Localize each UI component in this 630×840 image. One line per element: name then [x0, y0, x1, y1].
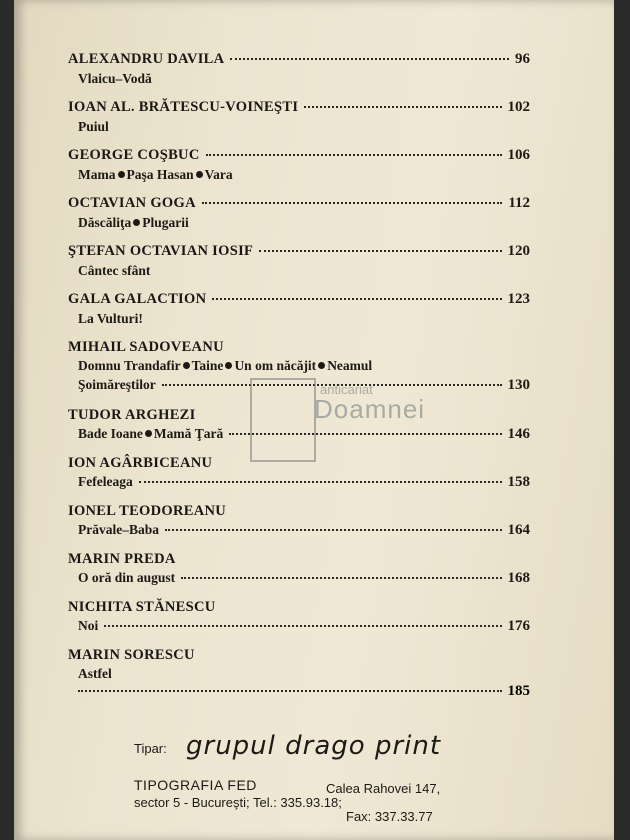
- author-name: MIHAIL SADOVEANU: [68, 339, 224, 355]
- dot-leader: [104, 625, 501, 627]
- toc-entry: [68, 242, 530, 290]
- work-title: Prăvale–Baba: [78, 522, 159, 537]
- watermark-text-small: anticariat: [320, 382, 373, 397]
- author-name: IOAN AL. BRĂTESCU-VOINEŞTI: [68, 99, 299, 115]
- bullet-icon: [118, 171, 125, 178]
- toc-entry: [68, 550, 530, 598]
- work-title-continuation: Şoimăreştilor: [78, 377, 156, 392]
- author-name: NICHITA STĂNESCU: [68, 599, 216, 615]
- author-name: MARIN PREDA: [68, 551, 176, 567]
- dot-leader: [259, 250, 501, 252]
- page-number: 96: [515, 51, 530, 67]
- work-title: Puiul: [78, 119, 109, 134]
- printer-logo: grupul drago print: [186, 731, 442, 761]
- work-title: Vara: [204, 167, 233, 182]
- work-title: Plugarii: [142, 215, 189, 230]
- toc-entry: [68, 146, 530, 194]
- author-name: ALEXANDRU DAVILA: [68, 51, 225, 67]
- author-name: MARIN SORESCU: [68, 647, 195, 663]
- toc-entry: [68, 290, 530, 338]
- dot-leader: [202, 202, 502, 204]
- page-number: 102: [507, 99, 530, 115]
- bullet-icon: [225, 362, 232, 369]
- dot-leader: [181, 577, 501, 579]
- author-name: ŞTEFAN OCTAVIAN IOSIF: [68, 243, 254, 259]
- work-title: Mamă Ţară: [153, 426, 224, 441]
- printer-address: sector 5 - Bucureşti; Tel.: 335.93.18;: [134, 795, 342, 810]
- bullet-icon: [133, 219, 140, 226]
- author-name: GALA GALACTION: [68, 291, 207, 307]
- watermark-book-icon: [250, 378, 316, 462]
- dot-leader: [78, 690, 502, 692]
- work-title: Mama: [78, 167, 116, 182]
- work-title: Noi: [78, 618, 99, 633]
- work-title: O oră din august: [78, 570, 176, 585]
- page-number: 130: [507, 377, 530, 393]
- printer-street: Calea Rahovei 147,: [326, 781, 441, 796]
- author-name: TUDOR ARGHEZI: [68, 407, 196, 423]
- watermark: [250, 378, 430, 458]
- work-title: Paşa Hasan: [126, 167, 194, 182]
- printer-info: [134, 731, 494, 835]
- printer-name: TIPOGRAFIA FED: [134, 777, 257, 793]
- bullet-icon: [196, 171, 203, 178]
- page-number: 112: [508, 195, 530, 211]
- author-name: IONEL TEODOREANU: [68, 503, 227, 519]
- dot-leader: [206, 154, 502, 156]
- page-number: 120: [507, 243, 530, 259]
- author-name: OCTAVIAN GOGA: [68, 195, 196, 211]
- dot-leader: [165, 529, 502, 531]
- toc-entry: [68, 98, 530, 146]
- page-number: 146: [507, 426, 530, 442]
- work-title: Un om năcăjit: [234, 358, 317, 373]
- work-title: Dăscăliţa: [78, 215, 132, 230]
- page-number: 158: [507, 474, 530, 490]
- work-title: Taine: [191, 358, 224, 373]
- page-number: 185: [507, 683, 530, 699]
- work-title: La Vulturi!: [78, 311, 143, 326]
- work-title: Fefeleaga: [78, 474, 133, 489]
- toc-entry: [68, 194, 530, 242]
- dot-leader: [212, 298, 501, 300]
- bullet-icon: [183, 362, 190, 369]
- work-title: Cântec sfânt: [78, 263, 151, 278]
- book-page: [14, 0, 614, 840]
- work-title: Vlaicu–Vodă: [78, 71, 152, 86]
- printer-label: Tipar:: [134, 741, 167, 756]
- toc-entry: [68, 50, 530, 98]
- dot-leader: [230, 58, 509, 60]
- page-number: 106: [507, 147, 530, 163]
- bullet-icon: [318, 362, 325, 369]
- work-title: Neamul: [327, 358, 373, 373]
- author-name: ION AGÂRBICEANU: [68, 455, 213, 471]
- page-number: 176: [507, 618, 530, 634]
- work-title: Astfel: [78, 666, 112, 681]
- toc-entry: [68, 646, 530, 714]
- work-title: Domnu Trandafir: [78, 358, 181, 373]
- author-name: GEORGE COŞBUC: [68, 147, 200, 163]
- dot-leader: [304, 106, 501, 108]
- toc-entry: [68, 598, 530, 646]
- printer-fax: Fax: 337.33.77: [346, 809, 433, 824]
- page-number: 123: [507, 291, 530, 307]
- dot-leader: [139, 481, 502, 483]
- watermark-text-brand: Doamnei: [314, 394, 426, 424]
- page-number: 168: [507, 570, 530, 586]
- toc-entry: [68, 502, 530, 550]
- page-number: 164: [507, 522, 530, 538]
- bullet-icon: [145, 430, 152, 437]
- work-title: Bade Ioane: [78, 426, 143, 441]
